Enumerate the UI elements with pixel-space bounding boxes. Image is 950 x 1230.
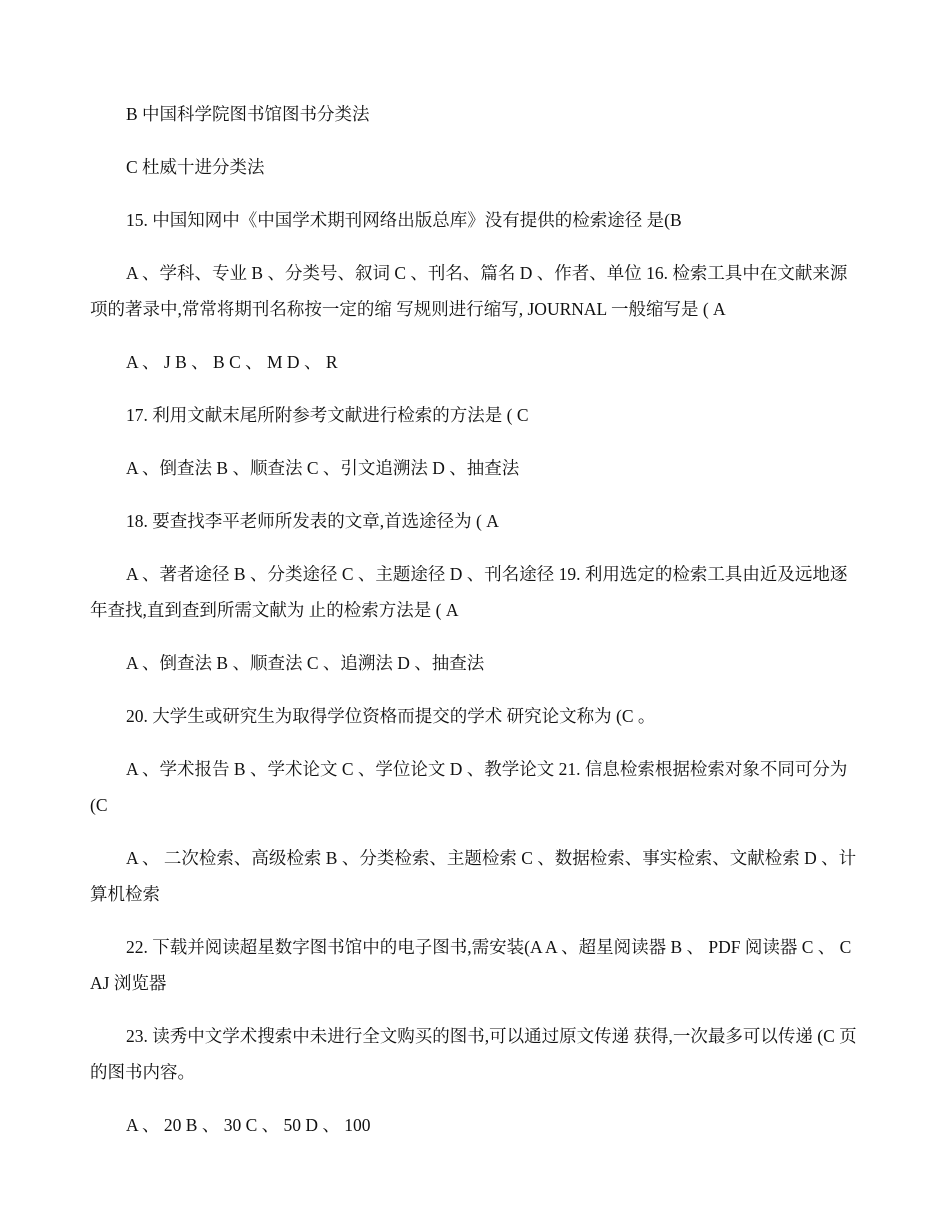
- question-20: 20. 大学生或研究生为取得学位资格而提交的学术 研究论文称为 (C 。: [126, 706, 656, 726]
- options-18-question-19: A 、著者途径 B 、分类途径 C 、主题途径 D 、刊名途径 19. 利用选定的检索工具由近及远地逐年查找,直到查到所需文献为 止的检索方法是 ( A: [90, 564, 848, 620]
- question-17: 17. 利用文献末尾所附参考文献进行检索的方法是 ( C: [126, 405, 529, 425]
- options-17: A 、倒查法 B 、顺查法 C 、引文追溯法 D 、抽查法: [126, 458, 520, 478]
- question-22-with-options: 22. 下载并阅读超星数字图书馆中的电子图书,需安装(A A 、超星阅读器 B 、 PDF 阅读器 C 、 CAJ 浏览器: [90, 937, 852, 993]
- options-20-question-21: A 、学术报告 B 、学术论文 C 、学位论文 D 、教学论文 21. 信息检索根据检索对象不同可分为(C: [90, 759, 848, 815]
- options-16: A 、 J B 、 B C 、 M D 、 R: [126, 352, 338, 372]
- options-23: A 、 20 B 、 30 C 、 50 D 、 100: [126, 1115, 371, 1135]
- option-line-b: B 中国科学院图书馆图书分类法: [126, 104, 370, 124]
- options-19: A 、倒查法 B 、顺查法 C 、追溯法 D 、抽查法: [126, 653, 485, 673]
- options-15-question-16: A 、学科、专业 B 、分类号、叙词 C 、刊名、篇名 D 、作者、单位 16. 检索工具中在文献来源项的著录中,常常将期刊名称按一定的缩 写规则进行缩写, JOURNAL 一般缩写是 ( A: [90, 263, 848, 319]
- option-line-c: C 杜威十进分类法: [126, 157, 265, 177]
- question-15: 15. 中国知网中《中国学术期刊网络出版总库》没有提供的检索途径 是(B: [126, 210, 682, 230]
- options-21: A 、 二次检索、高级检索 B 、分类检索、主题检索 C 、数据检索、事实检索、文献检索 D 、计算机检索: [90, 848, 857, 904]
- question-18: 18. 要查找李平老师所发表的文章,首选途径为 ( A: [126, 511, 499, 531]
- document-body: [90, 96, 862, 1160]
- question-23: 23. 读秀中文学术搜索中未进行全文购买的图书,可以通过原文传递 获得,一次最多可以传递 (C 页的图书内容。: [90, 1026, 857, 1082]
